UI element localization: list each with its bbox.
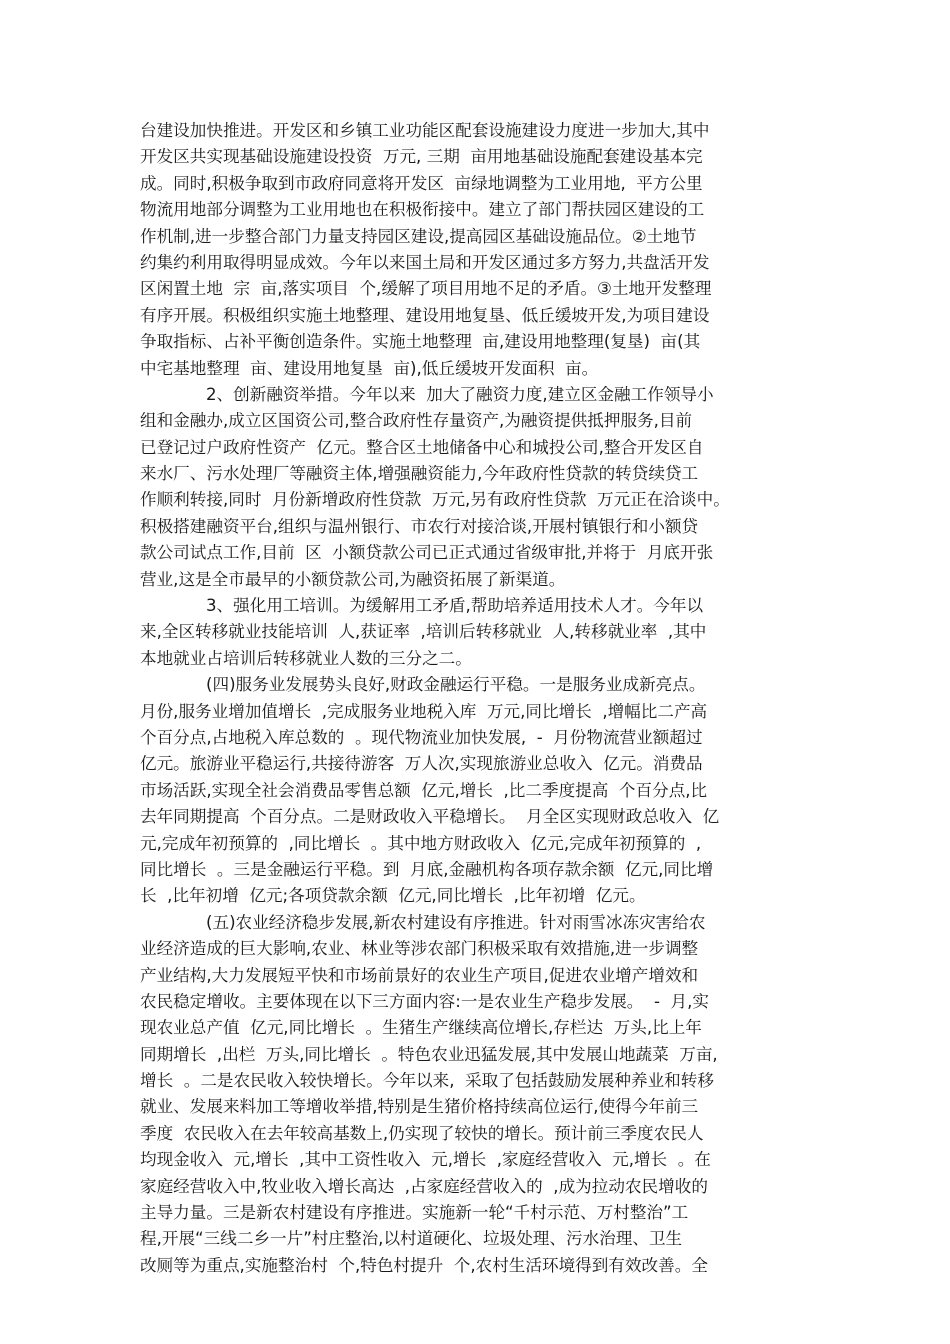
text-line: 亿元。旅游业平稳运行,共接待游客 万人次,实现旅游业总收入 亿元。消费品 [140, 754, 703, 774]
text-line: 本地就业占培训后转移就业人数的三分之二。 [140, 648, 472, 668]
text-line: 元,完成年初预算的 ,同比增长 。其中地方财政收入 亿元,完成年初预算的 , [140, 833, 702, 853]
text-line: 积极搭建融资平台,组织与温州银行、市农行对接洽谈,开展村镇银行和小额贷 [140, 516, 699, 536]
text-line: 区闲置土地 宗 亩,落实项目 个,缓解了项目用地不足的矛盾。③土地开发整理 [140, 279, 712, 299]
text-line: 2、创新融资举措。今年以来 加大了融资力度,建立区金融工作领导小 [206, 384, 714, 404]
paragraph [140, 910, 812, 1279]
body-text [140, 118, 812, 1279]
paragraph [140, 382, 812, 593]
text-line: 产业结构,大力发展短平快和市场前景好的农业生产项目,促进农业增产增效和 [140, 965, 699, 985]
text-line: 月份,服务业增加值增长 ,完成服务业地税入库 万元,同比增长 ,增幅比二产高 [140, 701, 708, 721]
text-line: 业经济造成的巨大影响,农业、林业等涉农部门积极采取有效措施,进一步调整 [140, 939, 699, 959]
text-line: 已登记过户政府性资产 亿元。整合区土地储备中心和城投公司,整合开发区自 [140, 437, 704, 457]
text-line: (四)服务业发展势头良好,财政金融运行平稳。一是服务业成新亮点。 [206, 675, 706, 695]
text-line: 组和金融办,成立区国资公司,整合政府性存量资产,为融资提供抵押服务,目前 [140, 411, 693, 431]
text-line: 程,开展“三线二乡一片”村庄整治,以村道硬化、垃圾处理、污水治理、卫生 [140, 1229, 683, 1249]
text-line: 改厕等为重点,实施整治村 个,特色村提升 个,农村生活环境得到有效改善。全 [140, 1255, 708, 1275]
text-line: 有序开展。积极组织实施土地整理、建设用地复垦、低丘缓坡开发,为项目建设 [140, 305, 710, 325]
text-line: 营业,这是全市最早的小额贷款公司,为融资拓展了新渠道。 [140, 569, 566, 589]
text-line: 物流用地部分调整为工业用地也在积极衔接中。建立了部门帮扶园区建设的工 [140, 200, 705, 220]
text-line: 款公司试点工作,目前 区 小额贷款公司已正式通过省级审批,并将于 月底开张 [140, 543, 714, 563]
text-line: 去年同期提高 个百分点。二是财政收入平稳增长。 月全区实现财政总收入 亿 [140, 807, 720, 827]
text-line: 约集约利用取得明显成效。今年以来国土局和开发区通过多方努力,共盘活开发 [140, 252, 710, 272]
text-line: 家庭经营收入中,牧业收入增长高达 ,占家庭经营收入的 ,成为拉动农民增收的 [140, 1176, 708, 1196]
text-line: 同比增长 。三是金融运行平稳。到 月底,金融机构各项存款余额 亿元,同比增 [140, 859, 714, 879]
text-line: 现农业总产值 亿元,同比增长 。生猪生产继续高位增长,存栏达 万头,比上年 [140, 1018, 702, 1038]
text-line: 台建设加快推进。开发区和乡镇工业功能区配套设施建设力度进一步加大,其中 [140, 121, 710, 140]
text-line: 来水厂、污水处理厂等融资主体,增强融资能力,今年政府性贷款的转贷续贷工 [140, 464, 699, 484]
text-line: 同期增长 ,出栏 万头,同比增长 。特色农业迅猛发展,其中发展山地蔬菜 万亩, [140, 1044, 718, 1064]
text-line: (五)农业经济稳步发展,新农村建设有序推进。针对雨雪冰冻灾害给农 [206, 912, 706, 932]
text-line: 市场活跃,实现全社会消费品零售总额 亿元,增长 ,比二季度提高 个百分点,比 [140, 780, 708, 800]
text-line: 作机制,进一步整合部门力量支持园区建设,提高园区基础设施品位。②土地节 [140, 226, 697, 246]
text-line: 作顺利转接,同时 月份新增政府性贷款 万元,另有政府性贷款 万元正在洽谈中。 [140, 490, 730, 510]
text-line: 长 ,比年初增 亿元;各项贷款余额 亿元,同比增长 ,比年初增 亿元。 [140, 886, 646, 906]
text-line: 争取指标、占补平衡创造条件。实施土地整理 亩,建设用地整理(复垦) 亩(其 [140, 332, 701, 352]
text-line: 季度 农民收入在去年较高基数上,仍实现了较快的增长。预计前三季度农民人 [140, 1123, 704, 1143]
text-line: 农民稳定增收。主要体现在以下三方面内容:一是农业生产稳步发展。 - 月,实 [140, 991, 709, 1011]
text-line: 成。同时,积极争取到市政府同意将开发区 亩绿地调整为工业用地, 平方公里 [140, 173, 703, 193]
text-line: 3、强化用工培训。为缓解用工矛盾,帮助培养适用技术人才。今年以 [206, 596, 704, 616]
text-line: 就业、发展来料加工等增收举措,特别是生猪价格持续高位运行,使得今年前三 [140, 1097, 699, 1117]
text-line: 来,全区转移就业技能培训 人,获证率 ,培训后转移就业 人,转移就业率 ,其中 [140, 622, 707, 642]
text-line: 均现金收入 元,增长 ,其中工资性收入 元,增长 ,家庭经营收入 元,增长 。在 [140, 1150, 711, 1170]
text-line: 个百分点,占地税入库总数的 。现代物流业加快发展, - 月份物流营业额超过 [140, 727, 703, 747]
text-line: 主导力量。三是新农村建设有序推进。实施新一轮“千村示范、万村整治”工 [140, 1203, 689, 1223]
text-line: 开发区共实现基础设施建设投资 万元, 三期 亩用地基础设施配套建设基本完 [140, 147, 703, 167]
paragraph [140, 672, 812, 910]
text-line: 增长 。二是农民收入较快增长。今年以来, 采取了包括鼓励发展种养业和转移 [140, 1071, 714, 1091]
text-line: 中宅基地整理 亩、建设用地复垦 亩),低丘缓坡开发面积 亩。 [140, 358, 599, 378]
paragraph [140, 593, 812, 672]
paragraph [140, 118, 812, 382]
